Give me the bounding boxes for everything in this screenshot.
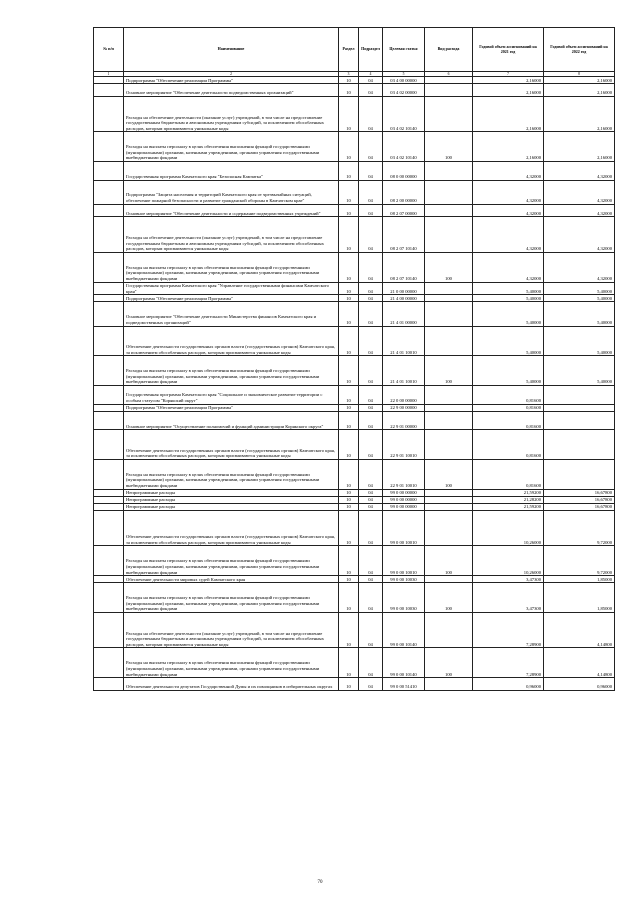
- cell-razdel: 10: [339, 613, 359, 648]
- cell-expense-type: [425, 404, 473, 411]
- cell-podrazdel: 04: [359, 576, 383, 583]
- cell-razdel: 10: [339, 411, 359, 429]
- cell-razdel: 10: [339, 217, 359, 252]
- header-amount-2022: Годовой объем ассигнований на 2022 год: [544, 28, 615, 72]
- table-row: [94, 459, 615, 489]
- cell-amount-2022: 16,67800: [544, 496, 615, 503]
- col-number: 4: [359, 72, 383, 77]
- cell-num: [94, 411, 124, 429]
- table-row: [94, 496, 615, 503]
- table-row: [94, 326, 615, 356]
- cell-amount-2022: 2,16000: [544, 77, 615, 84]
- cell-name: Расходы на выплаты персоналу в целях обеспечения выполнения функций государственными (муниципальными) органами, казенными учреждениями, органами управления государственными внебюджетными фондами: [124, 583, 339, 613]
- cell-num: [94, 204, 124, 217]
- table-row: [94, 132, 615, 162]
- table-row: [94, 613, 615, 648]
- cell-target-article: 99 0 00 10030: [383, 576, 425, 583]
- cell-expense-type: [425, 678, 473, 691]
- table-row: [94, 180, 615, 204]
- cell-amount-2021: 2,16000: [473, 132, 544, 162]
- table-row: [94, 302, 615, 326]
- cell-amount-2021: 0,81600: [473, 404, 544, 411]
- cell-podrazdel: 04: [359, 503, 383, 510]
- cell-podrazdel: 04: [359, 356, 383, 386]
- cell-amount-2022: 4,14800: [544, 613, 615, 648]
- cell-podrazdel: 04: [359, 648, 383, 678]
- cell-podrazdel: 04: [359, 77, 383, 84]
- cell-target-article: 99 0 00 10140: [383, 648, 425, 678]
- cell-num: [94, 503, 124, 510]
- table-row: [94, 96, 615, 131]
- col-number: 3: [339, 72, 359, 77]
- cell-target-article: 22 0 00 00000: [383, 386, 425, 404]
- header-razdel: Раздел: [339, 28, 359, 72]
- table-row: [94, 386, 615, 404]
- table-row: [94, 404, 615, 411]
- cell-amount-2021: 5,40000: [473, 282, 544, 295]
- cell-amount-2021: 21,59200: [473, 503, 544, 510]
- cell-name: Расходы на обеспечение деятельности (оказание услуг) учреждений, в том числе на предоставление государственным бюджетным и автономным учреждениям субсидий, за исключением обособленных расходов, которым присваиваются уникальные коды: [124, 613, 339, 648]
- cell-expense-type: [425, 430, 473, 460]
- cell-name: Основное мероприятие "Обеспечение деятельности и содержание подведомственных учреждений": [124, 204, 339, 217]
- cell-name: Расходы на выплаты персоналу в целях обеспечения выполнения функций государственными (муниципальными) органами, казенными учреждениями, органами управления государственными внебюджетными фондами: [124, 252, 339, 282]
- cell-target-article: 08 2 00 00000: [383, 180, 425, 204]
- cell-razdel: 10: [339, 576, 359, 583]
- cell-num: [94, 132, 124, 162]
- table-row: [94, 162, 615, 180]
- cell-amount-2021: 21,28200: [473, 496, 544, 503]
- cell-amount-2021: 4,32000: [473, 204, 544, 217]
- cell-name: Расходы на выплаты персоналу в целях обеспечения выполнения функций государственными (муниципальными) органами, казенными учреждениями, органами управления государственными внебюджетными фондами: [124, 132, 339, 162]
- table-row: [94, 489, 615, 496]
- table-row: [94, 252, 615, 282]
- budget-table: [93, 27, 615, 691]
- cell-num: [94, 162, 124, 180]
- cell-expense-type: [425, 613, 473, 648]
- cell-podrazdel: 04: [359, 496, 383, 503]
- cell-razdel: 10: [339, 302, 359, 326]
- cell-name: Расходы на обеспечение деятельности (оказание услуг) учреждений, в том числе на предоставление государственным бюджетным и автономным учреждениям субсидий, за исключением обособленных расходов, которым присваиваются уникальные коды: [124, 217, 339, 252]
- cell-target-article: 99 0 00 00000: [383, 489, 425, 496]
- cell-podrazdel: 04: [359, 459, 383, 489]
- cell-num: [94, 459, 124, 489]
- cell-num: [94, 576, 124, 583]
- cell-num: [94, 678, 124, 691]
- table-row: [94, 576, 615, 583]
- cell-razdel: 10: [339, 678, 359, 691]
- cell-target-article: 99 0 00 00000: [383, 503, 425, 510]
- cell-target-article: 99 0 00 10010: [383, 511, 425, 546]
- cell-num: [94, 326, 124, 356]
- cell-amount-2022: 0,96000: [544, 678, 615, 691]
- cell-razdel: 10: [339, 84, 359, 97]
- cell-expense-type: [425, 411, 473, 429]
- cell-amount-2022: [544, 459, 615, 489]
- cell-amount-2022: 4,32000: [544, 217, 615, 252]
- cell-podrazdel: 04: [359, 302, 383, 326]
- cell-target-article: 99 0 00 10010: [383, 546, 425, 576]
- cell-name: Непрограммные расходы: [124, 503, 339, 510]
- cell-name: Расходы на выплаты персоналу в целях обеспечения выполнения функций государственными (муниципальными) органами, казенными учреждениями, органами управления государственными внебюджетными фондами: [124, 648, 339, 678]
- cell-name: Обеспечение деятельности депутатов Государственной Думы и их помощников в избирательных округах: [124, 678, 339, 691]
- cell-expense-type: [425, 295, 473, 302]
- cell-razdel: 10: [339, 180, 359, 204]
- cell-expense-type: [425, 576, 473, 583]
- col-number: 2: [124, 72, 339, 77]
- cell-amount-2022: 1,85000: [544, 583, 615, 613]
- cell-podrazdel: 04: [359, 613, 383, 648]
- cell-amount-2022: 5,40000: [544, 282, 615, 295]
- header-expense-type: Вид расхода: [425, 28, 473, 72]
- col-number: 5: [383, 72, 425, 77]
- cell-name: Основное мероприятие "Обеспечение деятельности подведомственных организаций": [124, 84, 339, 97]
- cell-podrazdel: 04: [359, 678, 383, 691]
- cell-amount-2021: 7,28900: [473, 613, 544, 648]
- cell-expense-type: [425, 511, 473, 546]
- table-row: [94, 356, 615, 386]
- cell-amount-2022: 9,72000: [544, 511, 615, 546]
- cell-podrazdel: 04: [359, 96, 383, 131]
- cell-podrazdel: 04: [359, 511, 383, 546]
- cell-podrazdel: 04: [359, 282, 383, 295]
- cell-amount-2021: 5,40000: [473, 295, 544, 302]
- cell-amount-2022: 4,32000: [544, 162, 615, 180]
- cell-amount-2021: 3,47300: [473, 583, 544, 613]
- cell-target-article: 08 0 00 00000: [383, 162, 425, 180]
- header-podrazdel: Подраздел: [359, 28, 383, 72]
- cell-amount-2021: 5,40000: [473, 326, 544, 356]
- table-row: [94, 503, 615, 510]
- cell-expense-type: 100: [425, 356, 473, 386]
- cell-num: [94, 430, 124, 460]
- cell-razdel: 10: [339, 132, 359, 162]
- cell-target-article: 03 4 02 10140: [383, 96, 425, 131]
- table-row: [94, 511, 615, 546]
- cell-razdel: 10: [339, 77, 359, 84]
- cell-expense-type: [425, 496, 473, 503]
- cell-podrazdel: 04: [359, 546, 383, 576]
- cell-amount-2021: 2,16000: [473, 96, 544, 131]
- cell-amount-2022: 2,16000: [544, 132, 615, 162]
- table-row: [94, 411, 615, 429]
- cell-razdel: 10: [339, 282, 359, 295]
- cell-razdel: 10: [339, 404, 359, 411]
- cell-razdel: 10: [339, 204, 359, 217]
- cell-amount-2021: 2,16000: [473, 84, 544, 97]
- cell-num: [94, 496, 124, 503]
- budget-table-sheet: [93, 27, 614, 691]
- table-row: [94, 84, 615, 97]
- col-number: 1: [94, 72, 124, 77]
- cell-name: Подпрограмма "Обеспечение реализации Программы": [124, 295, 339, 302]
- cell-expense-type: 100: [425, 252, 473, 282]
- cell-podrazdel: 04: [359, 162, 383, 180]
- cell-podrazdel: 04: [359, 583, 383, 613]
- cell-expense-type: 100: [425, 648, 473, 678]
- cell-num: [94, 77, 124, 84]
- cell-expense-type: [425, 503, 473, 510]
- cell-podrazdel: 04: [359, 326, 383, 356]
- cell-num: [94, 404, 124, 411]
- cell-target-article: 99 0 00 51410: [383, 678, 425, 691]
- cell-num: [94, 252, 124, 282]
- cell-target-article: 99 0 00 10140: [383, 613, 425, 648]
- cell-name: Подпрограмма "Защита населения и территорий Камчатского края от чрезвычайных ситуаций, обеспечение пожарной безопасности и развитие гражданской обороны в Камчатском крае": [124, 180, 339, 204]
- cell-name: Непрограммные расходы: [124, 496, 339, 503]
- cell-podrazdel: 04: [359, 180, 383, 204]
- cell-razdel: 10: [339, 489, 359, 496]
- cell-amount-2022: 9,72000: [544, 546, 615, 576]
- cell-amount-2021: 4,32000: [473, 252, 544, 282]
- cell-razdel: 10: [339, 252, 359, 282]
- table-row: [94, 546, 615, 576]
- cell-razdel: 10: [339, 356, 359, 386]
- cell-target-article: 22 9 01 10010: [383, 430, 425, 460]
- cell-amount-2022: [544, 386, 615, 404]
- cell-amount-2021: 5,40000: [473, 302, 544, 326]
- cell-podrazdel: 04: [359, 411, 383, 429]
- cell-num: [94, 96, 124, 131]
- cell-name: Расходы на выплаты персоналу в целях обеспечения выполнения функций государственными (муниципальными) органами, казенными учреждениями, органами управления государственными внебюджетными фондами: [124, 356, 339, 386]
- header-row: [94, 28, 615, 72]
- cell-name: Основное мероприятие "Обеспечение деятельности Министерства финансов Камчатского края и подведомственных организаций": [124, 302, 339, 326]
- cell-amount-2022: 4,14800: [544, 648, 615, 678]
- cell-num: [94, 511, 124, 546]
- cell-razdel: 10: [339, 326, 359, 356]
- cell-razdel: 10: [339, 648, 359, 678]
- cell-podrazdel: 04: [359, 386, 383, 404]
- cell-target-article: 99 0 00 10030: [383, 583, 425, 613]
- cell-target-article: 22 9 01 00000: [383, 411, 425, 429]
- cell-expense-type: [425, 77, 473, 84]
- cell-name: Подпрограмма "Обеспечение реализации Программы": [124, 404, 339, 411]
- cell-num: [94, 613, 124, 648]
- cell-razdel: 10: [339, 295, 359, 302]
- cell-target-article: 21 4 01 00000: [383, 302, 425, 326]
- cell-expense-type: [425, 96, 473, 131]
- cell-amount-2021: 5,40000: [473, 356, 544, 386]
- col-number: 7: [473, 72, 544, 77]
- cell-expense-type: [425, 180, 473, 204]
- cell-name: Непрограммные расходы: [124, 489, 339, 496]
- header-amount-2021: Годовой объем ассигнований на 2021 год: [473, 28, 544, 72]
- header-num: № п/п: [94, 28, 124, 72]
- cell-amount-2022: 4,32000: [544, 204, 615, 217]
- cell-podrazdel: 04: [359, 404, 383, 411]
- cell-amount-2022: 4,32000: [544, 180, 615, 204]
- cell-amount-2022: 5,40000: [544, 356, 615, 386]
- cell-expense-type: [425, 84, 473, 97]
- cell-target-article: 08 2 07 10140: [383, 217, 425, 252]
- cell-name: Обеспечение деятельности государственных органов власти (государственных органов) Камчатского края, за исключением обособленных расходов, которым присваиваются уникальные коды: [124, 511, 339, 546]
- cell-num: [94, 217, 124, 252]
- table-row: [94, 678, 615, 691]
- cell-podrazdel: 04: [359, 252, 383, 282]
- cell-name: Расходы на выплаты персоналу в целях обеспечения выполнения функций государственными (муниципальными) органами, казенными учреждениями, органами управления государственными внебюджетными фондами: [124, 459, 339, 489]
- cell-podrazdel: 04: [359, 217, 383, 252]
- cell-amount-2022: 5,40000: [544, 295, 615, 302]
- cell-amount-2021: 4,32000: [473, 180, 544, 204]
- cell-amount-2022: [544, 430, 615, 460]
- col-number: 8: [544, 72, 615, 77]
- cell-name: Расходы на обеспечение деятельности (оказание услуг) учреждений, в том числе на предоставление государственным бюджетным и автономным учреждениям субсидий, за исключением обособленных расходов, которым присваиваются уникальные коды: [124, 96, 339, 131]
- cell-num: [94, 302, 124, 326]
- cell-amount-2021: 4,32000: [473, 162, 544, 180]
- cell-target-article: 03 4 02 00000: [383, 84, 425, 97]
- cell-amount-2021: 0,96000: [473, 678, 544, 691]
- table-row: [94, 295, 615, 302]
- cell-num: [94, 489, 124, 496]
- table-row: [94, 282, 615, 295]
- cell-razdel: 10: [339, 162, 359, 180]
- cell-amount-2022: 16,67800: [544, 489, 615, 496]
- cell-expense-type: [425, 282, 473, 295]
- cell-podrazdel: 04: [359, 204, 383, 217]
- cell-amount-2021: 10,26000: [473, 546, 544, 576]
- cell-expense-type: 100: [425, 546, 473, 576]
- cell-amount-2021: 2,16000: [473, 77, 544, 84]
- cell-amount-2021: 0,81600: [473, 386, 544, 404]
- cell-razdel: 10: [339, 546, 359, 576]
- cell-target-article: 03 4 02 10140: [383, 132, 425, 162]
- table-row: [94, 77, 615, 84]
- cell-amount-2021: 0,81600: [473, 411, 544, 429]
- cell-amount-2022: [544, 411, 615, 429]
- cell-name: Государственная программа Камчатского края "Управление государственными финансами Камчатского края": [124, 282, 339, 295]
- cell-razdel: 10: [339, 430, 359, 460]
- cell-target-article: 21 4 01 10010: [383, 326, 425, 356]
- cell-expense-type: [425, 326, 473, 356]
- cell-num: [94, 648, 124, 678]
- cell-target-article: 21 4 01 10010: [383, 356, 425, 386]
- cell-target-article: 99 0 00 00000: [383, 496, 425, 503]
- cell-amount-2022: [544, 404, 615, 411]
- cell-amount-2022: 2,16000: [544, 84, 615, 97]
- cell-num: [94, 180, 124, 204]
- cell-target-article: 21 0 00 00000: [383, 282, 425, 295]
- page-number: 70: [317, 880, 323, 885]
- cell-podrazdel: 04: [359, 84, 383, 97]
- cell-amount-2021: 0,81600: [473, 459, 544, 489]
- cell-name: Обеспечение деятельности государственных органов власти (государственных органов) Камчатского края, за исключением обособленных расходов, которым присваиваются уникальные коды: [124, 326, 339, 356]
- cell-expense-type: [425, 302, 473, 326]
- col-number: 6: [425, 72, 473, 77]
- cell-amount-2022: 5,40000: [544, 326, 615, 356]
- cell-num: [94, 295, 124, 302]
- cell-amount-2022: 4,32000: [544, 252, 615, 282]
- cell-amount-2022: 2,16000: [544, 96, 615, 131]
- cell-amount-2021: 21,59200: [473, 489, 544, 496]
- cell-num: [94, 386, 124, 404]
- cell-razdel: 10: [339, 386, 359, 404]
- cell-name: Основное мероприятие "Осуществление полномочий и функций администрации Корякского округа": [124, 411, 339, 429]
- cell-podrazdel: 04: [359, 430, 383, 460]
- cell-amount-2021: 10,26000: [473, 511, 544, 546]
- cell-name: Обеспечение деятельности мировых судей Камчатского края: [124, 576, 339, 583]
- cell-podrazdel: 04: [359, 132, 383, 162]
- cell-amount-2021: 7,28900: [473, 648, 544, 678]
- cell-num: [94, 84, 124, 97]
- table-row: [94, 648, 615, 678]
- cell-amount-2021: 3,47300: [473, 576, 544, 583]
- cell-name: Обеспечение деятельности государственных органов власти (государственных органов) Камчатского края, за исключением обособленных расходов, которым присваиваются уникальные коды: [124, 430, 339, 460]
- cell-expense-type: 100: [425, 459, 473, 489]
- cell-razdel: 10: [339, 511, 359, 546]
- header-target-article: Целевая статья: [383, 28, 425, 72]
- cell-num: [94, 583, 124, 613]
- table-row: [94, 204, 615, 217]
- cell-amount-2021: 4,32000: [473, 217, 544, 252]
- table-row: [94, 217, 615, 252]
- cell-podrazdel: 04: [359, 489, 383, 496]
- cell-target-article: 21 4 00 00000: [383, 295, 425, 302]
- table-body: [94, 77, 615, 691]
- table-row: [94, 583, 615, 613]
- table-row: [94, 430, 615, 460]
- cell-amount-2022: 16,67800: [544, 503, 615, 510]
- cell-amount-2022: 1,85000: [544, 576, 615, 583]
- cell-num: [94, 546, 124, 576]
- cell-target-article: 03 4 00 00000: [383, 77, 425, 84]
- cell-name: Государственная программа Камчатского края "Безопасная Камчатка": [124, 162, 339, 180]
- cell-amount-2022: 5,40000: [544, 302, 615, 326]
- cell-razdel: 10: [339, 583, 359, 613]
- cell-num: [94, 282, 124, 295]
- cell-razdel: 10: [339, 459, 359, 489]
- header-name: Наименование: [124, 28, 339, 72]
- cell-name: Государственная программа Камчатского края "Социальное и экономическое развитие территории с особым статусом "Корякский округ": [124, 386, 339, 404]
- cell-expense-type: 100: [425, 583, 473, 613]
- cell-expense-type: 100: [425, 132, 473, 162]
- cell-name: Расходы на выплаты персоналу в целях обеспечения выполнения функций государственными (муниципальными) органами, казенными учреждениями, органами управления государственными внебюджетными фондами: [124, 546, 339, 576]
- cell-target-article: 22 9 01 10010: [383, 459, 425, 489]
- cell-expense-type: [425, 162, 473, 180]
- cell-num: [94, 356, 124, 386]
- cell-expense-type: [425, 386, 473, 404]
- cell-name: Подпрограмма "Обеспечение реализации Программы": [124, 77, 339, 84]
- cell-razdel: 10: [339, 496, 359, 503]
- cell-razdel: 10: [339, 503, 359, 510]
- cell-razdel: 10: [339, 96, 359, 131]
- cell-podrazdel: 04: [359, 295, 383, 302]
- cell-expense-type: [425, 204, 473, 217]
- cell-target-article: 08 2 07 00000: [383, 204, 425, 217]
- cell-amount-2021: 0,81600: [473, 430, 544, 460]
- cell-target-article: 08 2 07 10140: [383, 252, 425, 282]
- cell-expense-type: [425, 217, 473, 252]
- cell-expense-type: [425, 489, 473, 496]
- cell-target-article: 22 9 00 00000: [383, 404, 425, 411]
